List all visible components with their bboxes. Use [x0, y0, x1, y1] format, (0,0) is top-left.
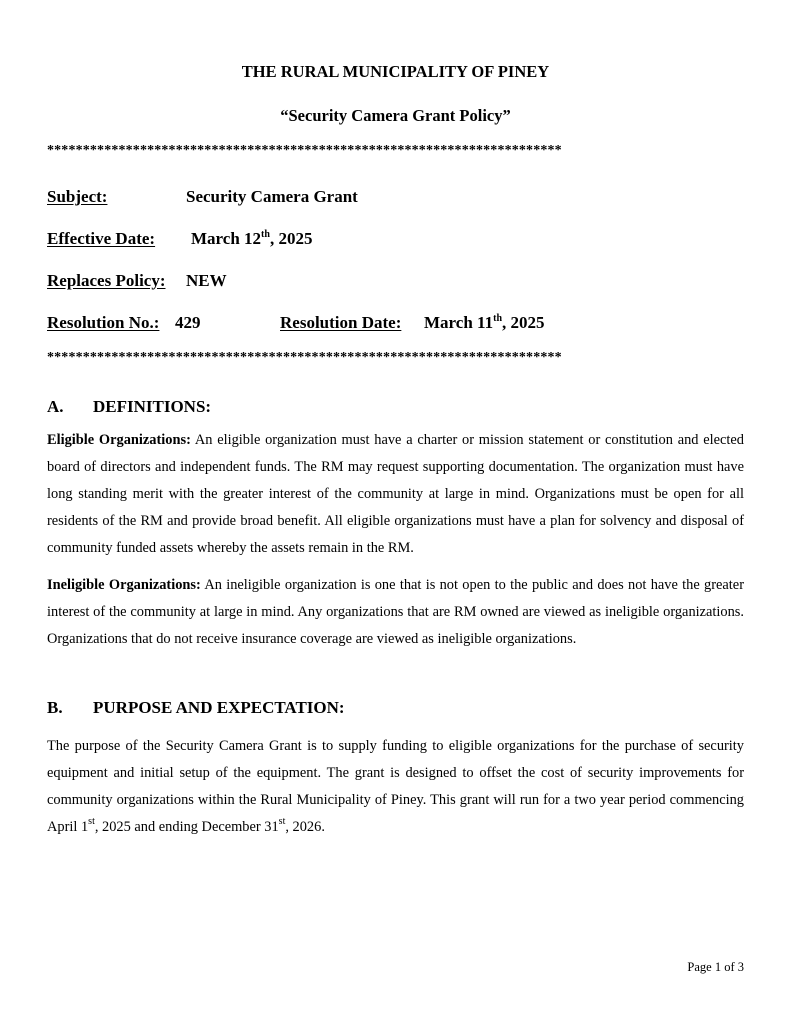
municipality-title: THE RURAL MUNICIPALITY OF PINEY — [241, 62, 550, 81]
ineligible-term: Ineligible Organizations: — [47, 577, 201, 593]
eligible-term: Eligible Organizations: — [47, 432, 191, 448]
replaces-policy-label: Replaces Policy: — [47, 271, 166, 290]
purpose-paragraph: The purpose of the Security Camera Grant is to supply funding to eligible organizations for the purchase of security equipment and initial setup of the equipment. The grant is designed to offset the cost of security improvements for community organizations within the Rural Municipality of Piney. This grant will run for a two year period commencing April 1st, 2025 and ending December 31st, 2026. — [47, 738, 744, 835]
page-number: Page 1 of 3 — [687, 960, 744, 974]
eligible-organizations-paragraph: Eligible Organizations: An eligible organization must have a charter or mission statement or constitution and elected board of directors and independent funds. The RM may request supporting documentation. The organization must have long standing merit with the greater interest of the community at large in mind. Organizations must be open for all residents of the RM and provide broad benefit. All eligible organizations must have a plan for solvency and disposal of community funded assets whereby the assets remain in the RM. — [47, 432, 744, 556]
effective-date-value: March 12th, 2025 — [191, 229, 313, 248]
section-b-heading: B. PURPOSE AND EXPECTATION: — [47, 698, 345, 717]
resolution-date-label: Resolution Date: — [280, 313, 402, 332]
resolution-no-label: Resolution No.: — [47, 313, 160, 332]
section-a-heading: A. DEFINITIONS: — [47, 397, 212, 416]
replaces-policy-value: NEW — [186, 271, 227, 290]
separator-bottom: ************************************************************************ — [47, 350, 562, 365]
resolution-no-value: 429 — [175, 313, 201, 332]
resolution-date-value: March 11th, 2025 — [424, 313, 545, 332]
separator-top: ************************************************************************ — [47, 143, 562, 158]
effective-date-label: Effective Date: — [47, 229, 156, 248]
ineligible-organizations-paragraph: Ineligible Organizations: An ineligible organization is one that is not open to the public and does not have the greater interest of the community at large in mind. Any organizations that are RM owned are viewed as ineligible organizations. Organizations that do not receive insurance coverage are viewed as ineligible organizations. — [47, 577, 744, 647]
subject-label: Subject: — [47, 187, 108, 206]
subject-value: Security Camera Grant — [186, 187, 358, 206]
policy-title: “Security Camera Grant Policy” — [280, 106, 511, 125]
